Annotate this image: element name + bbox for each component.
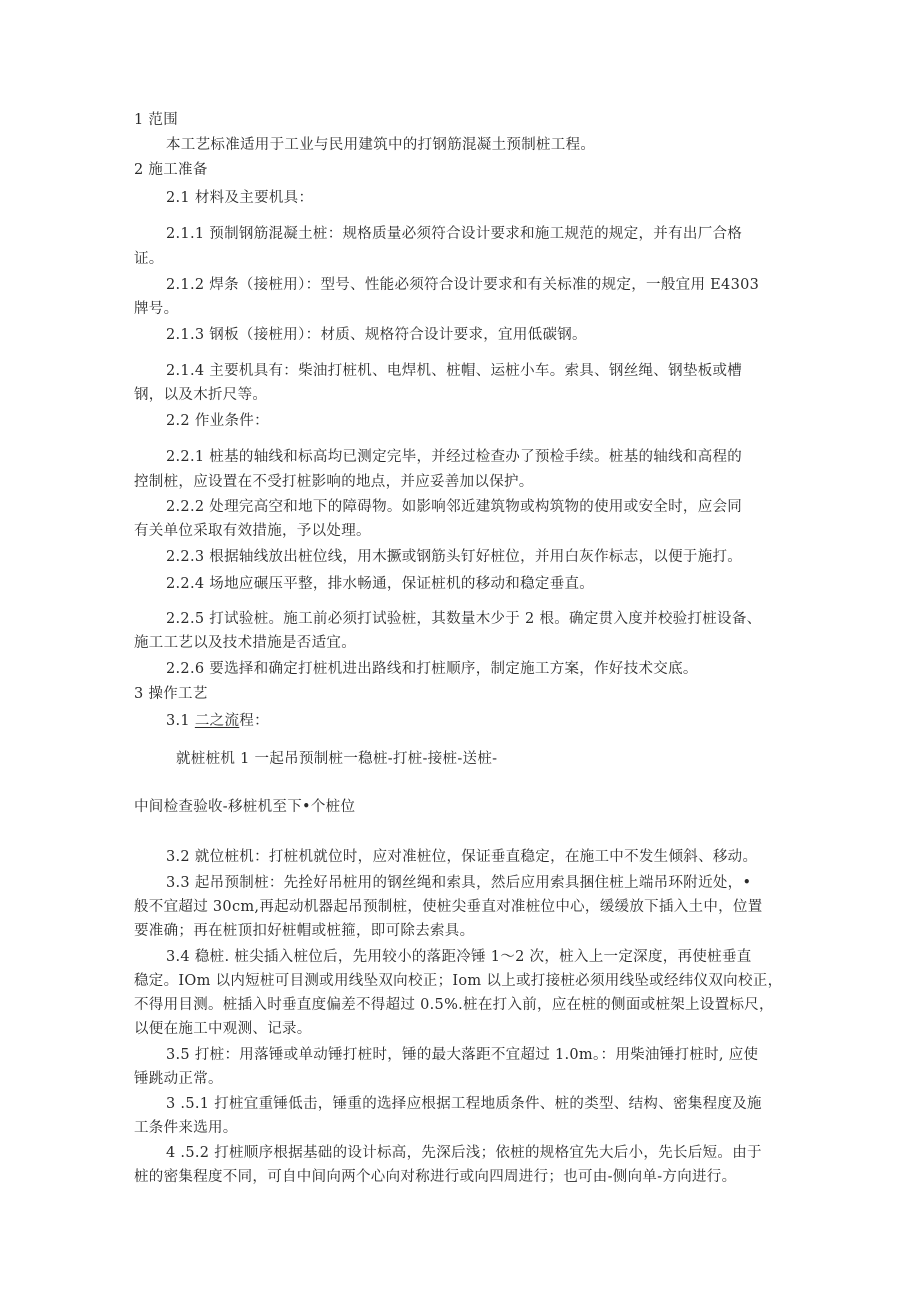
paragraph-line: 2.2.2 处理完高空和地下的障碍物。如影响邻近建筑物或构筑物的使用或安全时，应会同 — [166, 499, 743, 515]
paragraph-line: 2.2.6 要选择和确定打桩机进出路线和打桩顺序，制定施工方案，作好技术交底。 — [166, 661, 698, 677]
paragraph-line: 钢，以及木折尺等。 — [134, 387, 268, 403]
flow-line: 中间检查验收-移桩机至下•个桩位 — [134, 799, 356, 815]
paragraph-line: 2.1.4 主要机具有：柴油打桩机、电焊机、桩帽、运桩小车。索具、钢丝绳、钢垫板或槽 — [166, 363, 743, 379]
paragraph-line: 3.3 起吊预制桩：先拴好吊桩用的钢丝绳和索具，然后应用索具捆住桩上端吊环附近处，• — [166, 875, 752, 891]
paragraph-line: 2.2.1 桩基的轴线和标高均已测定完毕，并经过检查办了预检手续。桩基的轴线和高程的 — [166, 449, 743, 465]
paragraph-line: 要准确；再在桩顶扣好桩帽或桩箍，即可除去索具。 — [134, 923, 475, 939]
paragraph-line: 般不宜超过 30cm,再起动机器起吊预制桩，使桩尖垂直对准桩位中心，缓缓放下插入土中，位置 — [134, 899, 763, 915]
paragraph-line: 桩的密集程度不同，可自中间向两个心向对称进行或向四周进行；也可由-侧向单-方向进行。 — [134, 1169, 737, 1185]
underlined-text: 二之流 — [194, 713, 240, 729]
subsection-heading: 2.1 材料及主要机具： — [166, 190, 314, 206]
paragraph-line: 施工工艺以及技术措施是否适宜。 — [134, 635, 356, 651]
paragraph-line: 2.2.4 场地应碾压平整，排水畅通，保证桩机的移动和稳定垂直。 — [166, 576, 595, 592]
paragraph-line: 3.4 稳桩. 桩尖插入桩位后，先用较小的落距冷锤 1～2 次，桩入上一定深度，再使桩垂直 — [166, 949, 752, 965]
paragraph-line: 有关单位采取有效措施，予以处理。 — [134, 523, 371, 539]
section-heading: 1 范围 — [134, 112, 179, 128]
paragraph-line: 3 .5.1 打桩宜重锤低击，锤重的选择应根据工程地质条件、桩的类型、结构、密集程度及施 — [166, 1096, 762, 1112]
subsection-title-rest: 程： — [239, 713, 269, 729]
paragraph-line: 不得用目测。桩插入时垂直度偏差不得超过 0.5%.桩在打入前，应在桩的侧面或桩架上设置标尺， — [134, 997, 774, 1013]
subsection-heading — [166, 711, 269, 731]
subsection-heading: 2.2 作业条件： — [166, 413, 269, 429]
paragraph-line: 证。 — [134, 251, 164, 267]
paragraph-line: 控制桩，应设置在不受打桩影响的地点，并应妥善加以保护。 — [134, 474, 534, 490]
paragraph-line: 稳定。IOm 以内短桩可目测或用线坠双向校正；Iom 以上或打接桩必须用线坠或经纬仪双向校正， — [134, 973, 783, 989]
paragraph-line: 2.1.3 钢板（接桩用）：材质、规格符合设计要求，宜用低碳钢。 — [166, 327, 587, 343]
paragraph-line: 牌号。 — [134, 301, 179, 317]
paragraph-line: 2.2.3 根据轴线放出桩位线，用木撅或钢筋头钉好桩位，并用白灰作标志，以便于施打。 — [166, 549, 743, 565]
flow-line: 就桩桩机 1 一起吊预制桩一稳桩-打桩-接桩-送桩- — [176, 751, 498, 767]
paragraph-line: 2.1.2 焊条（接桩用）：型号、性能必须符合设计要求和有关标准的规定，一般宜用 E4303 — [166, 277, 760, 293]
paragraph-line: 锤跳动正常。 — [134, 1071, 223, 1087]
paragraph-line: 2.2.5 打试验桩。施工前必须打试验桩，其数量木少于 2 根。确定贯入度并校验打桩设备、 — [166, 611, 762, 627]
section-heading: 2 施工准备 — [134, 162, 208, 178]
paragraph-line: 工条件来选用。 — [134, 1120, 238, 1136]
paragraph-line: 3.5 打桩：用落锤或单动锤打桩时，锤的最大落距不宜超过 1.0m。：用柴油锤打桩时, 应使 — [166, 1047, 759, 1063]
subsection-number: 3.1 — [166, 713, 195, 729]
paragraph-line: 本工艺标准适用于工业与民用建筑中的打钢筋混凝土预制桩工程。 — [166, 137, 596, 153]
paragraph-line: 4 .5.2 打桩顺序根据基础的设计标高，先深后浅；依桩的规格宜先大后小，先长后短。由于 — [166, 1145, 762, 1161]
paragraph-line: 3.2 就位桩机：打桩机就位时，应对准桩位，保证垂直稳定，在施工中不发生倾斜、移动。 — [166, 849, 758, 865]
paragraph-line: 2.1.1 预制钢筋混凝土桩：规格质量必须符合设计要求和施工规范的规定，并有出厂合格 — [166, 226, 743, 242]
section-heading: 3 操作工艺 — [134, 686, 208, 702]
paragraph-line: 以便在施工中观测、记录。 — [134, 1021, 312, 1037]
